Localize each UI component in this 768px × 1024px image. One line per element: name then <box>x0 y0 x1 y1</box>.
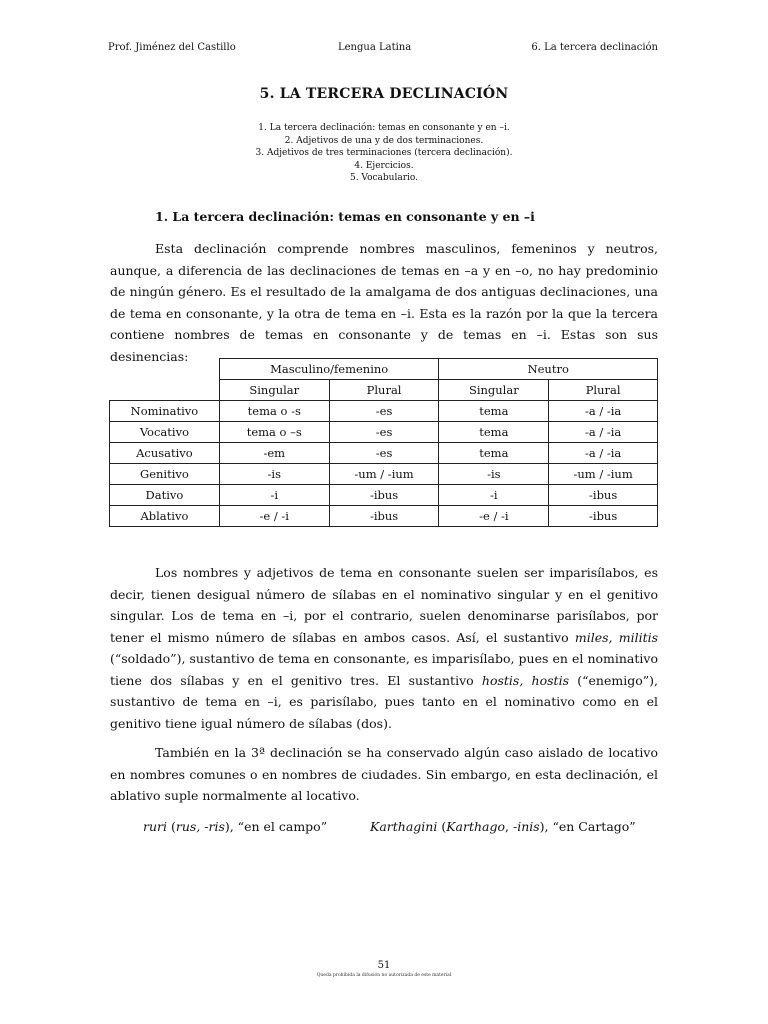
table-cell: -is <box>439 464 549 485</box>
example-ruri <box>143 819 327 834</box>
example-gloss: ), “en el campo” <box>224 819 328 834</box>
subheader-cell: Singular <box>219 380 329 401</box>
latin-word: hostis, hostis <box>481 672 569 688</box>
toc-item: 5. Vocabulario. <box>349 173 419 183</box>
table-row <box>110 401 658 422</box>
table-cell: -is <box>219 464 329 485</box>
paragraph-imparisyllabic <box>110 562 658 734</box>
table-corner <box>110 359 220 380</box>
table-cell: -a / -ia <box>549 401 658 422</box>
table-cell: -ibus <box>329 506 439 527</box>
table-cell: -um / -ium <box>549 464 658 485</box>
example-karthagini <box>370 819 636 834</box>
table-cell: -em <box>219 443 329 464</box>
subheader-cell: Singular <box>439 380 549 401</box>
table-cell: -e / -i <box>439 506 549 527</box>
paragraph-text: Los nombres y adjetivos de tema en consonante suelen ser imparisílabos, es decir, tienen desigual número de sílabas en el nominativo singular y en el genitivo singular. Los de tema en –i, por el contrario, suelen denominarse parisílabos, por tener el mismo número de sílabas en ambos casos. Así, el sustantivo <box>110 565 658 645</box>
example-gloss: ), “en Cartago” <box>539 819 636 834</box>
case-label: Acusativo <box>110 443 220 464</box>
page-header <box>108 42 658 58</box>
table-cell: -um / -ium <box>329 464 439 485</box>
table-cell: tema o –s <box>219 422 329 443</box>
table-cell: -es <box>329 422 439 443</box>
header-author: Prof. Jiménez del Castillo <box>108 42 236 53</box>
table-corner <box>110 380 220 401</box>
case-label: Genitivo <box>110 464 220 485</box>
case-label: Ablativo <box>110 506 220 527</box>
example-lemma: Karthago <box>446 819 506 834</box>
table-cell: -ibus <box>329 485 439 506</box>
toc-item: 3. Adjetivos de tres terminaciones (tercera declinación). <box>255 148 513 158</box>
table-row <box>110 485 658 506</box>
table-cell: tema <box>439 422 549 443</box>
table-cell: -ibus <box>549 506 658 527</box>
example-word: Karthagini <box>370 819 438 834</box>
table-cell: -es <box>329 401 439 422</box>
table-cell: -ibus <box>549 485 658 506</box>
paragraph-text: También en la 3ª declinación se ha conservado algún caso aislado de locativo en nombres comunes o en nombres de ciudades. Sin embargo, en esta declinación, el ablativo suple normalmente al locativo. <box>110 745 658 803</box>
example-text: ( <box>167 819 176 834</box>
table-cell: -i <box>439 485 549 506</box>
subheader-cell: Plural <box>329 380 439 401</box>
case-label: Dativo <box>110 485 220 506</box>
header-chapter: 6. La tercera declinación <box>531 42 658 53</box>
paragraph-intro-text: Esta declinación comprende nombres masculinos, femeninos y neutros, aunque, a diferencia de las declinaciones de temas en –a y en –o, no hay predominio de ningún género. Es el resultado de la amalgama de dos antiguas declinaciones, una de tema en consonante, y la otra de tema en –i. Esta es la razón por la que la tercera contiene nombres de temas en consonante y de temas en –i. Estas son sus desinencias: <box>110 241 658 364</box>
toc-item: 2. Adjetivos de una y de dos terminaciones. <box>284 135 484 146</box>
table-cell: tema o -s <box>219 401 329 422</box>
table-row <box>110 464 658 485</box>
group-header-neutro: Neutro <box>439 359 658 380</box>
footer-note: Queda prohibida la difusión no autorizada de este material <box>316 973 452 978</box>
declension-table <box>109 358 658 527</box>
case-label: Vocativo <box>110 422 220 443</box>
latin-word: miles, militis <box>574 629 658 645</box>
example-text: , <box>505 819 513 834</box>
toc-item: 4. Ejercicios. <box>354 160 414 171</box>
table-cell: tema <box>439 443 549 464</box>
page-number: 51 <box>377 960 391 971</box>
table-row <box>110 443 658 464</box>
example-lemma: -inis <box>512 819 540 834</box>
table-cell: -es <box>329 443 439 464</box>
table-cell: -i <box>219 485 329 506</box>
table-row <box>110 506 658 527</box>
case-label: Nominativo <box>110 401 220 422</box>
example-lemma: rus, -ris <box>175 819 225 834</box>
table-of-contents <box>0 122 768 185</box>
subheader-cell: Plural <box>549 380 658 401</box>
toc-item: 1. La tercera declinación: temas en consonante y en –i. <box>258 123 510 133</box>
header-subject: Lengua Latina <box>338 42 412 53</box>
paragraph-locative <box>110 742 658 807</box>
table-cell: -a / -ia <box>549 443 658 464</box>
table-cell: -a / -ia <box>549 422 658 443</box>
paragraph-text: (“soldado”), sustantivo de tema en consonante, es imparisílabo, pues en el nominativo tiene dos sílabas y en el genitivo tres. El sustantivo <box>110 651 658 688</box>
example-word: ruri <box>143 819 167 834</box>
example-text: ( <box>437 819 447 834</box>
table-cell: -e / -i <box>219 506 329 527</box>
table-row <box>110 422 658 443</box>
paragraph-text: (“enemigo”), sustantivo de tema en –i, es parisílabo, pues tanto en el nominativo como en el genitivo tiene igual número de sílabas (dos). <box>110 672 658 731</box>
paragraph-intro <box>110 238 658 367</box>
page-title: 5. LA TERCERA DECLINACIÓN <box>259 86 509 102</box>
section-heading: 1. La tercera declinación: temas en consonante y en –i <box>155 209 535 224</box>
table-cell: tema <box>439 401 549 422</box>
group-header-masc-fem: Masculino/femenino <box>219 359 439 380</box>
